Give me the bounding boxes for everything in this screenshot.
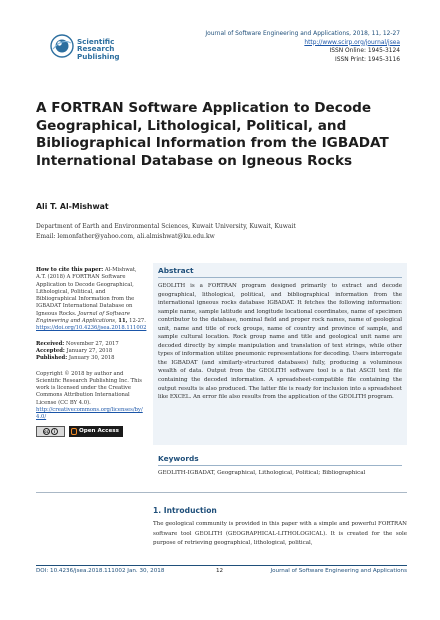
published-label: Published:	[36, 355, 68, 362]
publisher-name	[77, 38, 120, 60]
cite-journal: Journal of Software Engineering and Applications,	[36, 310, 130, 325]
journal-info	[205, 30, 400, 64]
cite-pages: 12-27.	[129, 318, 146, 325]
author-email: Email: lemonfather@yahoo.com, ali.almishwat@ku.edu.kw	[36, 233, 215, 240]
publisher-line-1: Scientific	[77, 37, 115, 46]
received-row	[36, 341, 147, 348]
page-number: 12	[216, 568, 224, 574]
footer-divider	[36, 565, 407, 566]
abstract-text: GEOLITH is a FORTRAN program designed primarily to extract and decode geographical, lithological, political, and bibliographical information from the international igneous rocks database IGBADAT. It fetches the following information: sample name, sample latitude and longitude locational coordinates, name of specimen contributor to the database, nominal field and proper rock names, name of geological unit, name and title of rock groups, name of country and province of sample, and sample cultural location. Rock group name and title and geological unit name are decoded directly by simple manipulation and translation of text strings, while other types of information utilize pneumonic representations for decoding. Users interrogate the IGBADAT (and similarly-structured databases) fully, producing a voluminous wealth of data. Output from the GEOLITH software tool is a flat ASCII text file containing the decoded information. A spreadsheet-compatible file containing the output results is also produced. The latter file is ready for inclusion into a spreadsheet like EXCEL. An error file also results from the application of the GEOLITH program.	[158, 283, 402, 401]
accepted-label: Accepted:	[36, 347, 65, 354]
keywords-divider	[158, 465, 402, 466]
cc-by-badge[interactable]	[36, 426, 65, 437]
intro-heading: 1. Introduction	[153, 506, 217, 515]
publisher-logo	[50, 32, 170, 72]
received-date: November 27, 2017	[65, 340, 119, 347]
cite-text: Al-Mishwat, A.T. (2018) A FORTRAN Software Application to Decode Geographical, Lithological, Political, and Bibliographical Information from the IGBADAT International Database on Igneous Rocks.	[36, 267, 137, 317]
intro-text: The geological community is provided in this paper with a simple and powerful FORTRAN software tool GEOLITH (GEOGRAPHICAL-LITHOLOGICAL). It is created for the sole purpose of retrieving geographical, lithological, political,	[153, 521, 407, 547]
cc-icon: cc	[44, 428, 49, 434]
scirp-logo-icon	[50, 34, 74, 58]
open-lock-icon	[71, 428, 77, 435]
article-sidebar	[36, 267, 147, 437]
issn-online: ISSN Online: 1945-3124	[329, 48, 400, 55]
published-row	[36, 355, 147, 362]
license-badges	[36, 426, 147, 437]
open-access-label: Open Access	[79, 427, 119, 434]
dates-block	[36, 341, 147, 363]
page-footer	[36, 568, 407, 578]
accepted-row	[36, 348, 147, 355]
received-label: Received:	[36, 340, 65, 347]
author-name: Ali T. Al-Mishwat	[36, 202, 109, 211]
journal-url-link[interactable]: http://www.scirp.org/journal/jsea	[304, 39, 400, 46]
section-divider	[36, 492, 407, 493]
publisher-line-3: Publishing	[77, 51, 120, 61]
abstract-heading: Abstract	[158, 266, 194, 275]
published-date: January 30, 2018	[68, 355, 115, 362]
copyright-block	[36, 371, 147, 437]
footer-doi: DOI: 10.4236/jsea.2018.111002 Jan. 30, 2018	[36, 568, 165, 574]
affiliation: Department of Earth and Environmental Sciences, Kuwait University, Kuwait, Kuwait	[36, 223, 296, 230]
license-link[interactable]: http://creativecommons.org/licenses/by/4.0/	[36, 407, 143, 421]
journal-citation: Journal of Software Engineering and Applications, 2018, 11, 12-27	[205, 31, 400, 37]
footer-journal: Journal of Software Engineering and Applications	[270, 568, 407, 574]
cite-volume: 11,	[118, 318, 128, 325]
keywords-heading: Keywords	[158, 454, 199, 463]
abstract-divider	[158, 277, 402, 278]
copyright-text: Copyright © 2018 by author and Scientific Research Publishing Inc. This work is licensed under the Creative Commons Attribution International License (CC BY 4.0).	[36, 370, 142, 406]
open-access-badge[interactable]	[69, 426, 123, 437]
cite-label: How to cite this paper:	[36, 267, 104, 273]
article-title: A FORTRAN Software Application to Decode Geographical, Lithological, Political, and Bibliographical Information from the IGBADAT International Database on Igneous Rocks	[36, 100, 389, 169]
attribution-icon: i	[51, 428, 58, 435]
affiliation-block	[36, 222, 406, 242]
publisher-line-2: Research	[77, 44, 115, 54]
citation-block	[36, 267, 147, 333]
keywords-text: GEOLITH-IGBADAT, Geographical, Lithological, Political; Bibliographical	[158, 470, 366, 476]
cite-doi-link[interactable]: https://doi.org/10.4236/jsea.2018.111002	[36, 325, 147, 332]
issn-print: ISSN Print: 1945-3116	[334, 56, 400, 63]
accepted-date: January 27, 2018	[66, 347, 113, 354]
